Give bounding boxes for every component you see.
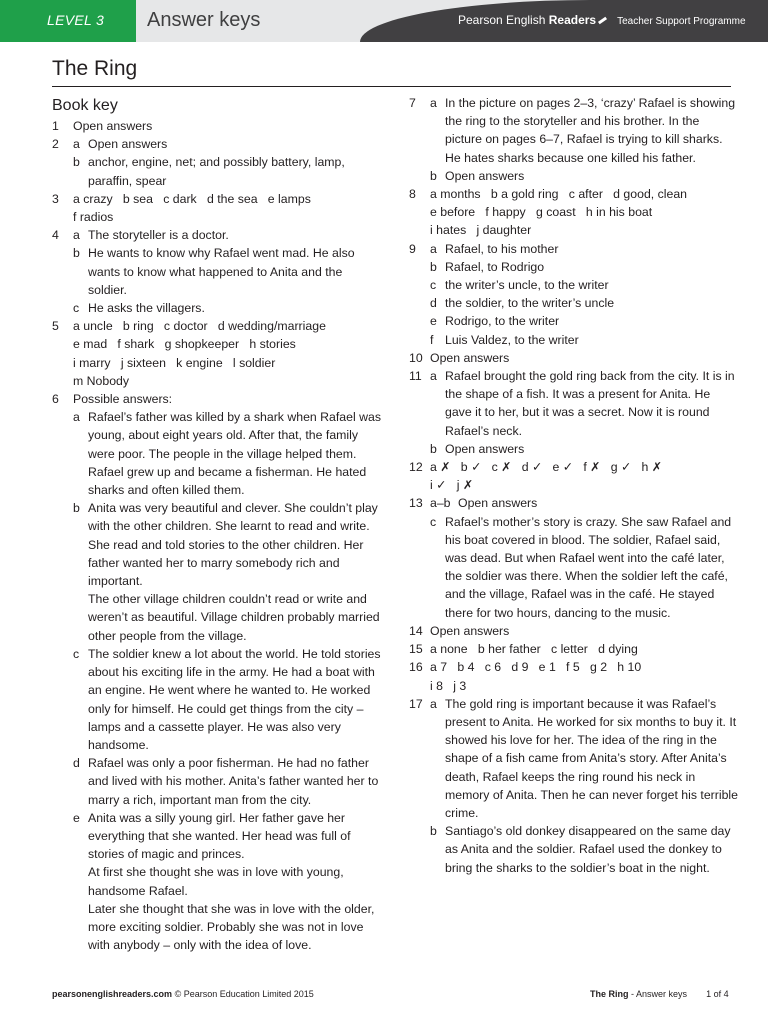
- answer-2b: [52, 153, 382, 189]
- item-letter: e: [430, 314, 437, 329]
- copyright: © Pearson Education Limited 2015: [174, 989, 314, 999]
- answer-9a: [409, 240, 739, 258]
- q-number: 6: [52, 392, 59, 407]
- answer-text: Luis Valdez, to the writer: [445, 332, 579, 347]
- item-letter: c: [73, 646, 80, 661]
- answer-5-cont: [52, 335, 382, 353]
- item-letter: d: [430, 296, 437, 311]
- answer-text: the writer’s uncle, to the writer: [445, 278, 609, 293]
- item-letter: b: [430, 259, 437, 274]
- item-letter: a: [73, 137, 80, 152]
- answer-text: Rafael was only a poor fisherman. He had no father and lived with his mother. Anita’s father wanted her to marry a rich, important man from the city.: [88, 756, 379, 807]
- answer-text: The gold ring is important because it was Rafael’s present to Anita. He worked for six months to buy it. It showed his love for her. The idea of the ring in the shape of a fish came from Anita’s story. After Anita’s death, Rafael keeps the ring round his neck in memory of Anita. Then he can never forget his terrible crime.: [445, 696, 738, 820]
- item-letter: b: [73, 155, 80, 170]
- answer-17b: [409, 822, 739, 877]
- answer-9e: [409, 312, 739, 330]
- answer-text: Open answers: [430, 623, 510, 638]
- brand-readers: Readers: [548, 13, 597, 27]
- item-letter: a: [430, 369, 437, 384]
- answer-16: [409, 658, 739, 676]
- answer-4b: [52, 244, 382, 299]
- level-label: LEVEL 3: [47, 12, 105, 28]
- item-letter: d: [73, 756, 80, 771]
- item-letter: a–b: [430, 496, 451, 511]
- answer-11b: [409, 440, 739, 458]
- answer-3: [52, 190, 382, 208]
- answer-text: anchor, engine, net; and possibly battery, lamp, paraffin, spear: [88, 155, 345, 188]
- item-letter: b: [430, 168, 437, 183]
- section-title: Book key: [52, 97, 118, 114]
- answer-text: Open answers: [458, 496, 538, 511]
- answer-text: Rodrigo, to the writer: [445, 314, 560, 329]
- answer-text: Rafael’s mother’s story is crazy. She saw Rafael and his boat covered in blood. The soldier, Rafael said, was dead. But when Rafael went into the café later, the soldier was there. When the soldier left the café, and the village, Rafael was in the café. He stayed there for two hours, dancing to the music.: [445, 514, 732, 620]
- answer-9c: [409, 276, 739, 294]
- answer-5-cont: [52, 354, 382, 372]
- q-number: 10: [409, 350, 423, 365]
- answer-2a: [52, 135, 382, 153]
- q-number: 16: [409, 660, 423, 675]
- doc-suffix: - Answer keys: [628, 989, 688, 999]
- item-letter: c: [430, 278, 437, 293]
- answer-text: the soldier, to the writer’s uncle: [445, 296, 615, 311]
- left-column: [52, 95, 382, 954]
- answer-4a: [52, 226, 382, 244]
- q-number: 7: [409, 96, 416, 110]
- answer-text: Anita was very beautiful and clever. She couldn’t play with the other children. She learnt to read and write. She read and told stories to the other children. Her father wanted her to marry somebody rich and important.: [88, 501, 378, 589]
- item-letter: a: [73, 228, 80, 243]
- item-letter: a: [430, 96, 437, 110]
- programme-label: Teacher Support Programme: [617, 16, 746, 27]
- answer-text: Later she thought that she was in love with the older, more exciting soldier. Probably she was not in love with anybody – only with the idea of love.: [88, 901, 375, 953]
- answer-text: a none b her father c letter d dying: [430, 642, 638, 657]
- answer-text: i hates j daughter: [430, 223, 532, 238]
- q-number: 1: [52, 119, 59, 133]
- doc-name: The Ring: [590, 989, 629, 999]
- answer-text: e mad f shark g shopkeeper h stories: [73, 337, 296, 352]
- answer-text: Open answers: [73, 119, 153, 133]
- q-number: 13: [409, 496, 423, 511]
- q-number: 3: [52, 191, 59, 206]
- answer-text: Open answers: [430, 350, 510, 365]
- answer-text: Rafael, to his mother: [445, 241, 559, 256]
- item-letter: a: [430, 696, 437, 711]
- answer-text: In the picture on pages 2–3, ‘crazy’ Rafael is showing the ring to the storyteller and his brother. In the picture on pages 6–7, Rafael is trying to kill sharks. He hates sharks because one killed his father.: [445, 96, 736, 165]
- answer-text: The soldier knew a lot about the world. He told stories about his exciting life in the army. He had a boat with an engine. He went where he wanted to. He worked only for himself. He could get things from the city – lamps and a cassette player. He was also very handsome.: [88, 646, 381, 752]
- item-letter: c: [430, 514, 437, 529]
- answer-6b: [52, 499, 382, 645]
- answer-6c: [52, 645, 382, 754]
- q-number: 17: [409, 696, 423, 711]
- q-number: 8: [409, 187, 416, 202]
- brand-name: Pearson English: [458, 13, 549, 27]
- header-bar: [0, 0, 768, 42]
- answer-text: i 8 j 3: [430, 678, 467, 693]
- website-link[interactable]: pearsonenglishreaders.com: [52, 989, 173, 999]
- answer-13c: [409, 513, 739, 622]
- header-title: Answer keys: [147, 9, 261, 31]
- answer-text: Rafael, to Rodrigo: [445, 259, 545, 274]
- footer-left: [52, 989, 314, 999]
- answer-text: The storyteller is a doctor.: [88, 228, 229, 243]
- answer-6-intro: [52, 390, 382, 408]
- answer-7a: [409, 94, 739, 167]
- item-letter: a: [73, 410, 80, 425]
- answer-14: [409, 622, 739, 640]
- title-divider: [52, 86, 731, 87]
- answer-9b: [409, 258, 739, 276]
- answer-text: a 7 b 4 c 6 d 9 e 1 f 5 g 2 h 10: [430, 660, 642, 675]
- answer-3-cont: [52, 208, 382, 226]
- answer-4c: [52, 299, 382, 317]
- answer-text: The other village children couldn’t read or write and weren’t as beautiful. Village children probably married other people from the village.: [88, 592, 380, 643]
- answer-12-cont: [409, 476, 739, 494]
- page-title: The Ring: [52, 57, 138, 80]
- item-letter: e: [73, 810, 80, 825]
- answer-8-cont: [409, 221, 739, 239]
- pen-icon: [598, 17, 607, 25]
- q-number: 4: [52, 228, 59, 243]
- answer-text: i ✓ j ✗: [430, 478, 474, 493]
- answer-16-cont: [409, 677, 739, 695]
- answer-text: a uncle b ring c doctor d wedding/marriage: [73, 319, 326, 334]
- item-letter: c: [73, 301, 80, 316]
- answer-5: [52, 317, 382, 335]
- q-number: 11: [409, 369, 422, 384]
- answer-text: i marry j sixteen k engine l soldier: [73, 355, 276, 370]
- q-number: 5: [52, 319, 59, 334]
- answer-text: a ✗ b ✓ c ✗ d ✓ e ✓ f ✗ g ✓ h ✗: [430, 460, 663, 475]
- answer-text: Open answers: [88, 137, 168, 152]
- page-number: 1 of 4: [706, 989, 729, 999]
- item-letter: b: [73, 246, 80, 261]
- answer-17a: [409, 695, 739, 822]
- q-number: 12: [409, 460, 423, 475]
- answer-6e: [52, 809, 382, 955]
- answer-6d: [52, 754, 382, 809]
- right-column: [409, 94, 739, 877]
- brand-logo: [458, 13, 746, 27]
- answer-text: He wants to know why Rafael went mad. He also wants to know what happened to Anita and the soldier.: [88, 246, 355, 297]
- item-letter: b: [73, 501, 80, 516]
- answer-text: e before f happy g coast h in his boat: [430, 205, 653, 220]
- answer-text: Santiago’s old donkey disappeared on the same day as Anita and the soldier. Rafael used the donkey to bring the sharks to the soldier’s boat in the night.: [445, 824, 731, 875]
- answer-text: Possible answers:: [73, 392, 173, 407]
- answer-12: [409, 458, 739, 476]
- answer-text: a months b a gold ring c after d good, clean: [430, 187, 688, 202]
- q-number: 9: [409, 241, 416, 256]
- answer-text: He asks the villagers.: [88, 301, 205, 316]
- answer-text: Rafael’s father was killed by a shark when Rafael was young, about eight years old. After that, the family were poor. The people in the village helped them. Rafael grew up and became a fisherman. He hated sharks and often killed them.: [88, 410, 381, 498]
- answer-7b: [409, 167, 739, 185]
- item-letter: b: [430, 441, 437, 456]
- q-number: 14: [409, 623, 423, 638]
- answer-11a: [409, 367, 739, 440]
- answer-text: a crazy b sea c dark d the sea e lamps: [73, 191, 311, 206]
- item-letter: b: [430, 824, 437, 839]
- answer-text: Anita was a silly young girl. Her father gave her everything that she wanted. Her head was full of stories of magic and princes.: [88, 810, 351, 862]
- answer-text: Rafael brought the gold ring back from the city. It is in the shape of a fish. It was a present for Anita. He gave it to her, but it was a secret. Now it is round Rafael’s neck.: [445, 369, 735, 438]
- answer-13ab: [409, 494, 739, 512]
- answer-9d: [409, 294, 739, 312]
- answer-text: At first she thought she was in love with young, handsome Rafael.: [88, 865, 344, 898]
- answer-6a: [52, 408, 382, 499]
- q-number: 15: [409, 642, 423, 657]
- answer-10: [409, 349, 739, 367]
- answer-8: [409, 185, 739, 203]
- answer-1: [52, 117, 382, 135]
- answer-text: Open answers: [445, 441, 525, 456]
- item-letter: a: [430, 241, 437, 256]
- answer-text: Open answers: [445, 168, 525, 183]
- footer-right: [590, 989, 729, 999]
- answer-text: m Nobody: [73, 373, 130, 388]
- q-number: 2: [52, 137, 59, 152]
- answer-15: [409, 640, 739, 658]
- answer-8-cont: [409, 203, 739, 221]
- answer-5-cont: [52, 372, 382, 390]
- item-letter: f: [430, 332, 434, 347]
- answer-text: f radios: [73, 210, 114, 225]
- answer-9f: [409, 331, 739, 349]
